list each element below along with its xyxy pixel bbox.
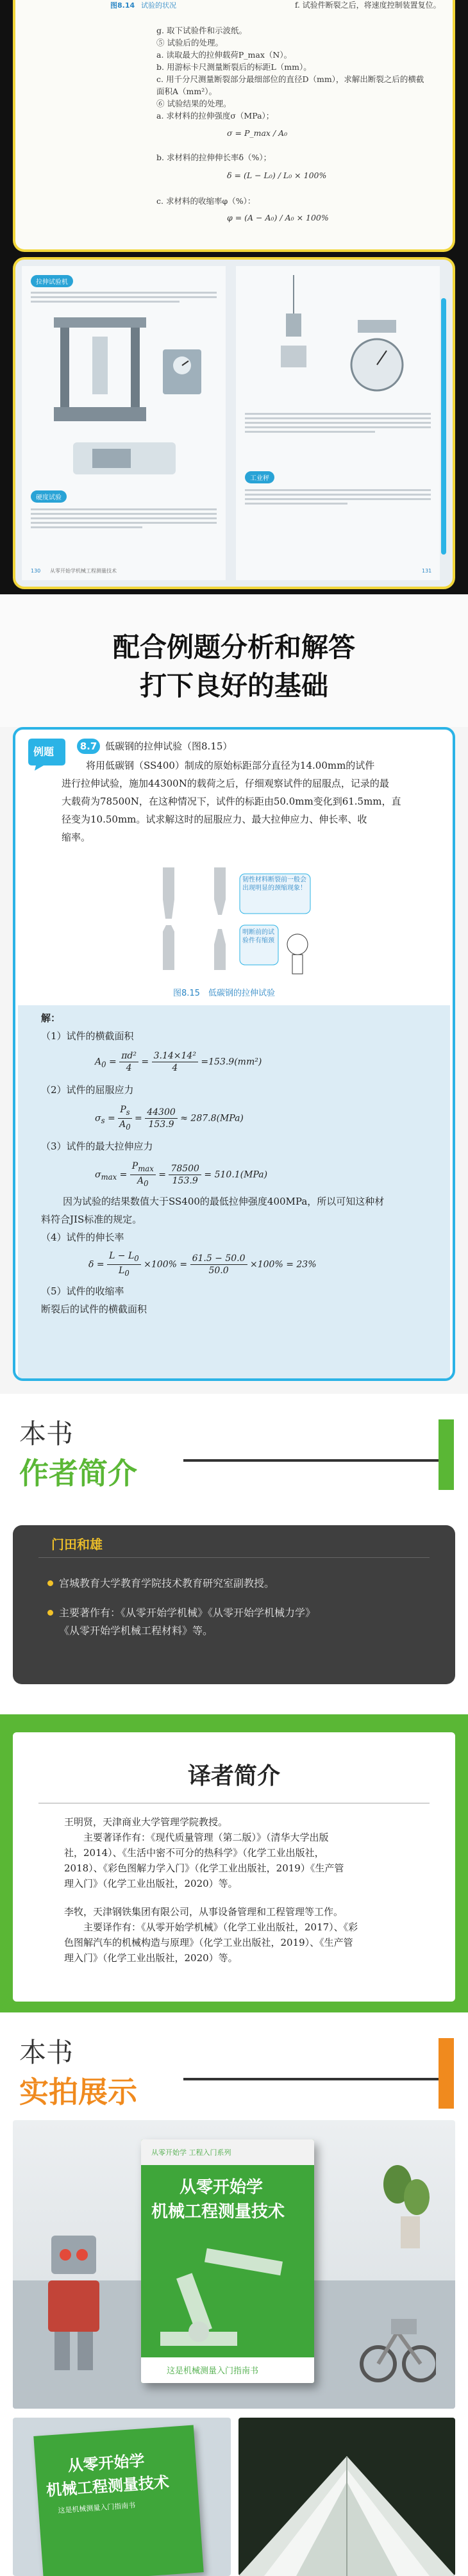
text-line: b. 求材料的拉伸伸长率δ（%）； <box>156 153 272 162</box>
bio-line: 理入门》（化学工业出版社，2020）等。 <box>64 1952 238 1964</box>
right-note: f. 试验件断裂之后，将速度控制装置复位。 <box>295 1 441 10</box>
page-number: 131 <box>422 568 432 574</box>
book-title-1: 从零开始学 <box>180 2178 263 2197</box>
step-2: （2）试件的屈服应力 <box>41 1084 134 1096</box>
spread-frame <box>13 257 455 589</box>
section-heading: 工业秤 <box>245 471 274 483</box>
paragraph-placeholder <box>31 506 217 531</box>
bullet-dot <box>47 1580 53 1586</box>
formula-3: $\sigma_{max}$ = $\frac{P_{max}}{A_0}$ = $\frac{78500}{153.9}$ = 510.1(MPa) <box>95 1161 268 1188</box>
book-cover <box>141 2139 314 2383</box>
formula-4: δ = $\frac{L - L_0}{L_0}$ ×100% = $\frac{61.5 - 50.0}{50.0}$ ×100% = 23% <box>88 1251 317 1278</box>
step-5: （5）试件的收缩率 <box>41 1285 124 1297</box>
textbook-page-preview <box>0 0 468 252</box>
translator-bio-2 <box>64 1904 358 1966</box>
book-photo-left <box>13 2418 231 2576</box>
book2-title-1: 从零开始学 <box>67 2452 146 2475</box>
paragraph-placeholder <box>31 289 217 305</box>
example-number: 8.7 <box>77 739 100 754</box>
translator-section <box>0 1714 468 2012</box>
example-body-line: 将用低碳钢（SS400）制成的原始标距部分直径为14.00mm的试件 <box>86 760 375 771</box>
left-page <box>22 266 226 580</box>
author-kicker: 本书 <box>19 1418 74 1450</box>
robot-arm-illustration <box>154 2229 308 2351</box>
showcase-title: 实拍展示 <box>19 2075 137 2109</box>
speech-bubble-2: 明断前的试验件有缩颈 <box>242 929 274 944</box>
motorcycle-model <box>359 2268 436 2389</box>
example-title: 低碳钢的拉伸试验（图8.15） <box>105 740 233 752</box>
green-bar <box>439 1419 454 1490</box>
paragraph-placeholder <box>245 410 431 435</box>
step-3-note: 料符合JIS标准的规定。 <box>41 1214 142 1225</box>
example-box <box>13 727 455 1381</box>
formula-delta: δ = (L − L₀) / L₀ × 100% <box>227 171 327 180</box>
text-line: c. 用千分尺测量断裂部分最细部位的直径D（mm），求解出断裂之后的横截 <box>156 74 424 84</box>
translator-title: 译者简介 <box>187 1763 280 1789</box>
page-number: 130 <box>31 568 41 574</box>
title-rule <box>183 2078 440 2080</box>
book-pages-fan <box>238 2418 455 2576</box>
author-bullet-2: 主要著作有：《从零开始学机械》《从零开始学机械力学》 <box>59 1607 316 1619</box>
formula-1: $A_0$ = $\frac{\text{πd²}}{4}$ = $\frac{\text{3.14×14²}}{4}$ =153.9(mm²) <box>95 1051 262 1073</box>
speech-bubble-1: 韧性材料断裂前一般会出现明显的颈缩现象！ <box>242 876 306 892</box>
author-bullet-2-cont: 《从零开始学机械工程材料》等。 <box>59 1625 213 1637</box>
text-line: a. 求材料的拉伸强度σ（MPa）； <box>156 111 274 121</box>
example-body-line: 径变为10.50mm。试求解这时的屈服应力、最大拉伸应力、伸长率、收 <box>62 814 367 825</box>
step-3-note: 因为试验的结果数值大于SS400的最低拉伸强度400MPa，所以可知这种材 <box>63 1196 385 1207</box>
book2-title-2: 机械工程测量技术 <box>46 2473 170 2500</box>
text-line: ⑥ 试验结果的处理。 <box>156 99 231 108</box>
plant-decoration <box>372 2159 442 2255</box>
formula-sigma: σ = P_max / A₀ <box>227 128 288 138</box>
figure-caption: 图8.15 低碳钢的拉伸试验 <box>173 989 275 998</box>
textbook-page <box>13 0 455 252</box>
showcase-section <box>0 2012 468 2576</box>
bio-line: 理入门》（化学工业出版社，2020）等。 <box>64 1878 238 1889</box>
bio-line: 主要译作有：《从零开始学机械》（化学工业出版社，2017）、《彩 <box>83 1921 358 1933</box>
bullet-dot <box>47 1610 53 1616</box>
author-section <box>0 1394 468 1714</box>
textbook-spread-preview <box>0 252 468 594</box>
book-title-2: 机械工程测量技术 <box>151 2202 285 2221</box>
translator-bio-1 <box>64 1814 344 1891</box>
bio-line: 主要著译作有：《现代质量管理（第二版）》（清华大学出版 <box>83 1832 329 1843</box>
bio-line: 2018）、《彩色图解力学入门》（化学工业出版社，2019）《生产管 <box>64 1862 344 1874</box>
text-line: c. 求材料的收缩率φ（%）： <box>156 196 256 206</box>
author-name: 门田和雄 <box>51 1537 103 1552</box>
paragraph-placeholder <box>245 487 431 507</box>
showcase-kicker: 本书 <box>19 2037 74 2068</box>
solution-label: 解： <box>41 1012 61 1024</box>
text-line: 面积A（mm²）。 <box>156 87 217 96</box>
book-photo-main <box>13 2120 455 2409</box>
translator-card <box>13 1732 455 2002</box>
section-heading: 硬度试验 <box>31 490 67 503</box>
book-cover-angled <box>33 2425 203 2576</box>
formula-2: $\sigma_s$ = $\frac{P_s}{A_0}$ = $\frac{44300}{153.9}$ ≈ 287.8(MPa) <box>95 1105 244 1132</box>
machine-photo <box>60 436 188 481</box>
example-body-line: 大载荷为78500N，在这种情况下，试件的标距由50.0mm变化到61.5mm，直 <box>62 796 401 807</box>
title-rule <box>183 1459 440 1462</box>
step-3: （3）试件的最大拉伸应力 <box>41 1141 153 1152</box>
book2-subtitle: 这是机械测量入门指南书 <box>58 2501 136 2515</box>
book-series: 从零开始学 工程入门系列 <box>151 2148 231 2157</box>
step-4: （4）试件的伸长率 <box>41 1232 124 1243</box>
orange-bar <box>439 2038 454 2109</box>
step-1: （1）试件的横截面积 <box>41 1030 134 1042</box>
figure-caption: 试验的状况 <box>141 1 176 10</box>
robot-toy <box>38 2229 109 2377</box>
bio-line: 社，2014）、《生活中密不可分的热科学》（化学工业出版社， <box>64 1847 324 1859</box>
text-line: g. 取下试验件和示波纸。 <box>156 26 247 35</box>
formula-phi: φ = (A − A₀) / A₀ × 100% <box>227 213 329 222</box>
example-body-line: 缩率。 <box>62 832 91 843</box>
headline-line-1: 配合例题分析和解答 <box>112 631 355 663</box>
figure-label: 图8.14 <box>110 1 135 10</box>
tensile-machine-illustration <box>35 311 214 433</box>
right-page <box>236 266 440 580</box>
book-photo-right <box>238 2418 455 2576</box>
section-heading: 拉伸试验机 <box>31 275 73 287</box>
scale-illustration <box>255 275 422 403</box>
example-section <box>0 727 468 1394</box>
solution-panel <box>18 1005 450 1378</box>
text-line: ⑤ 试验后的处理。 <box>156 38 223 47</box>
author-title: 作者简介 <box>19 1456 137 1491</box>
step-5-note: 断裂后的试件的横截面积 <box>41 1303 147 1315</box>
bio-line: 王明贤，天津商业大学管理学院教授。 <box>64 1816 228 1828</box>
bio-line: 色图解汽车的机械构造与原理》（化学工业出版社，2019）、《生产管 <box>64 1937 353 1948</box>
headline-section <box>0 594 468 727</box>
text-line: b. 用游标卡尺测量断裂后的标距L（mm）。 <box>156 62 312 72</box>
text-line: a. 读取最大的拉伸载荷P_max（N）。 <box>156 50 292 60</box>
example-badge: 例题 <box>33 746 54 758</box>
book-subtitle: 这是机械测量入门指南书 <box>167 2366 259 2376</box>
author-card <box>13 1525 455 1684</box>
headline-line-2: 打下良好的基础 <box>139 670 328 701</box>
blue-edge-tab <box>441 298 446 555</box>
bio-line: 李牧，天津钢铁集团有限公司，从事设备管理和工程管理等工作。 <box>64 1906 344 1918</box>
author-bullet-1: 宫城教育大学教育学院技术教育研究室副教授。 <box>59 1577 275 1589</box>
divider <box>38 1557 430 1558</box>
example-body-line: 进行拉伸试验，施加44300N的载荷之后，仔细观察试件的屈服点，记录的最 <box>62 778 389 789</box>
footer-title: 从零开始学机械工程测量技术 <box>50 568 117 574</box>
